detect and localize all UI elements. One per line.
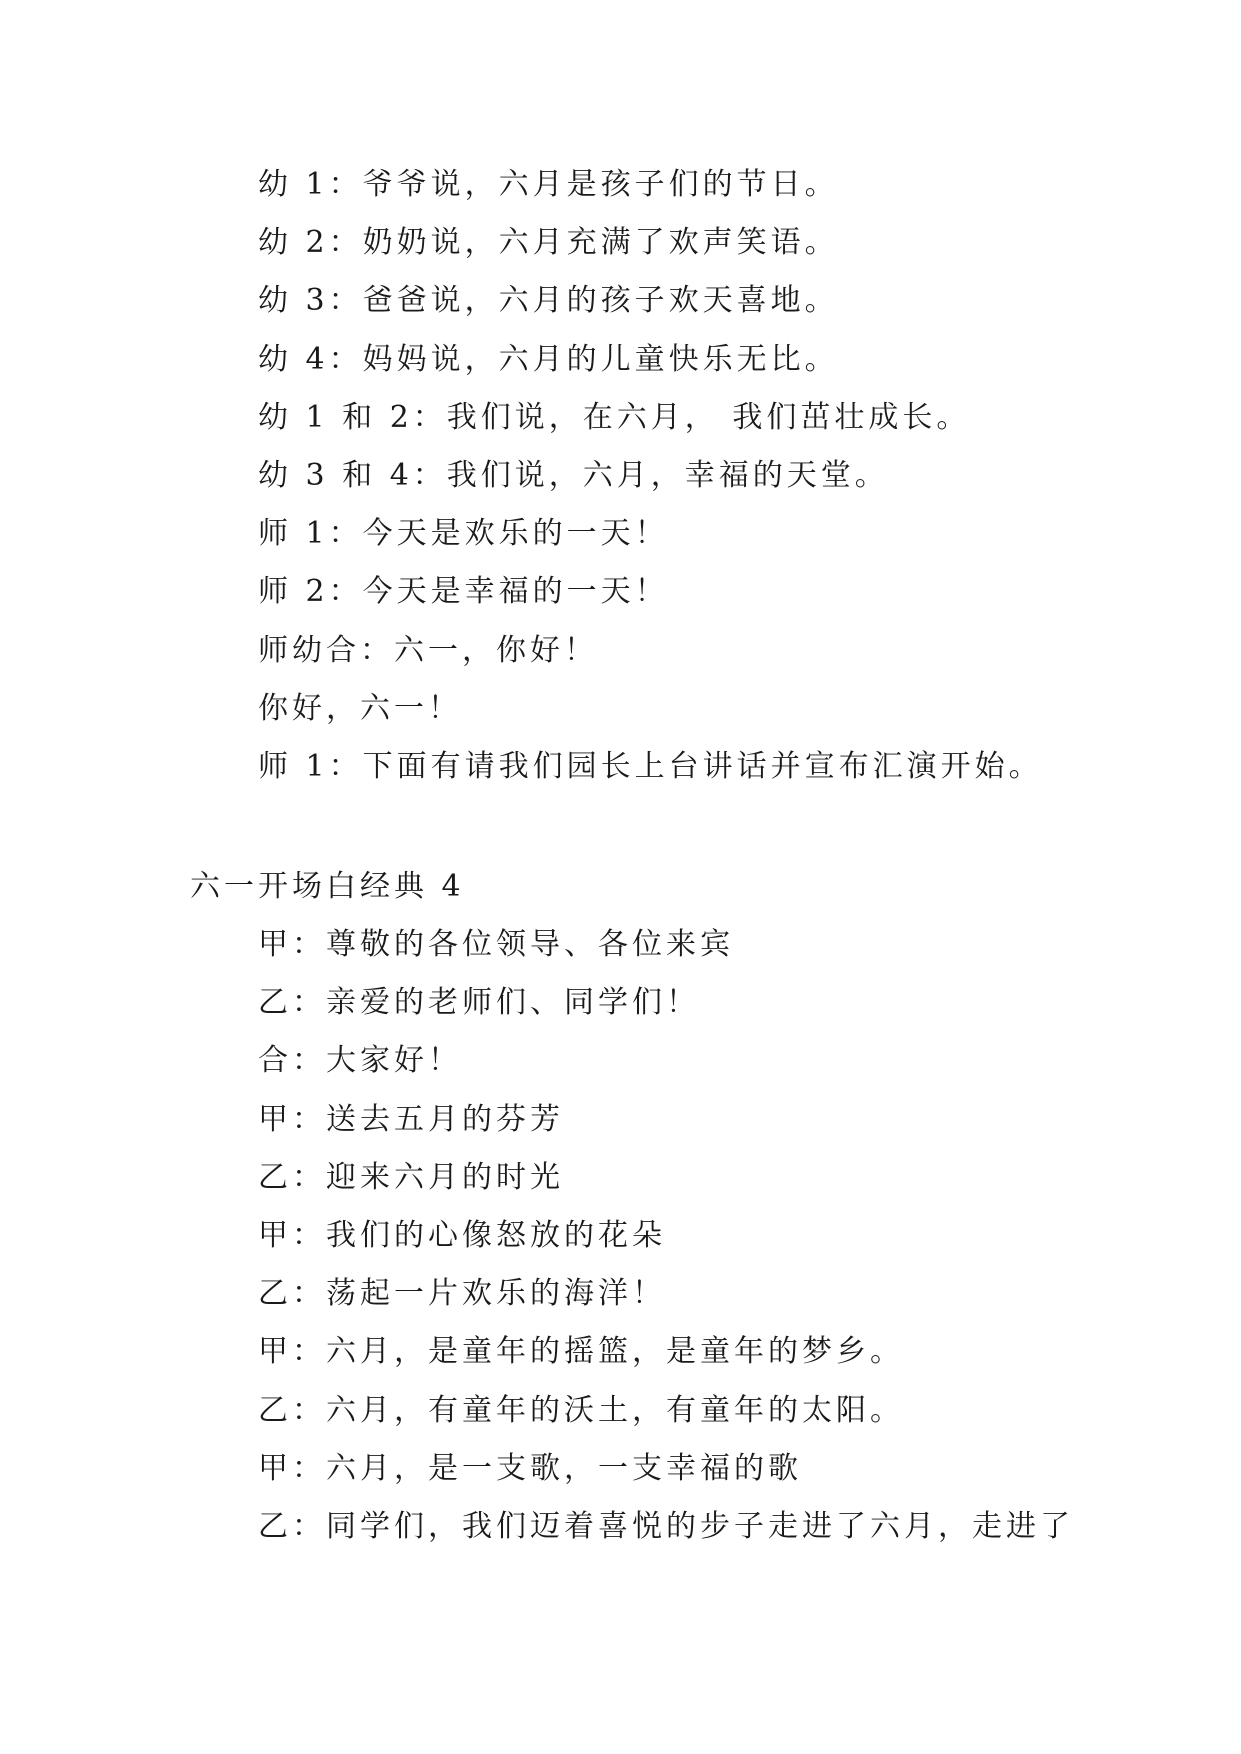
dialogue-line: 甲：我们的心像怒放的花朵: [258, 1217, 666, 1253]
dialogue-line: 幼 2：奶奶说，六月充满了欢声笑语。: [258, 225, 839, 261]
dialogue-block-kindergarten: [0, 156, 1241, 796]
dialogue-line: 乙：荡起一片欢乐的海洋！: [258, 1276, 666, 1312]
dialogue-line: 幼 4：妈妈说，六月的儿童快乐无比。: [258, 341, 839, 377]
dialogue-line: 甲：六月，是一支歌，一支幸福的歌: [258, 1450, 802, 1486]
dialogue-line: 幼 3：爸爸说，六月的孩子欢天喜地。: [258, 283, 839, 319]
dialogue-line: 师 1：今天是欢乐的一天！: [258, 516, 669, 552]
dialogue-line: 幼 3 和 4：我们说，六月，幸福的天堂。: [258, 457, 889, 493]
dialogue-line: 乙：亲爱的老师们、同学们！: [258, 985, 700, 1021]
dialogue-block-opening: [0, 916, 1241, 1556]
dialogue-line: 幼 1 和 2：我们说，在六月， 我们茁壮成长。: [258, 399, 971, 435]
dialogue-line: 乙：同学们，我们迈着喜悦的步子走进了六月，走进了: [258, 1508, 1074, 1544]
dialogue-line: 乙：六月，有童年的沃土，有童年的太阳。: [258, 1392, 904, 1428]
dialogue-line: 合：大家好！: [258, 1043, 462, 1079]
dialogue-line: 师 1：下面有请我们园长上台讲话并宣布汇演开始。: [258, 748, 1043, 784]
dialogue-line: 幼 1：爷爷说，六月是孩子们的节日。: [258, 167, 839, 202]
section-heading: 六一开场白经典 4: [190, 869, 465, 904]
dialogue-line: 甲：尊敬的各位领导、各位来宾: [258, 927, 734, 962]
dialogue-line: 甲：六月，是童年的摇篮，是童年的梦乡。: [258, 1334, 904, 1370]
dialogue-line: 乙：迎来六月的时光: [258, 1159, 564, 1195]
dialogue-line: 你好，六一！: [258, 690, 462, 726]
dialogue-line: 甲：送去五月的芬芳: [258, 1101, 564, 1137]
section-heading-block: [0, 858, 1241, 916]
dialogue-line: 师幼合：六一，你好！: [258, 632, 598, 668]
dialogue-line: 师 2：今天是幸福的一天！: [258, 574, 669, 610]
